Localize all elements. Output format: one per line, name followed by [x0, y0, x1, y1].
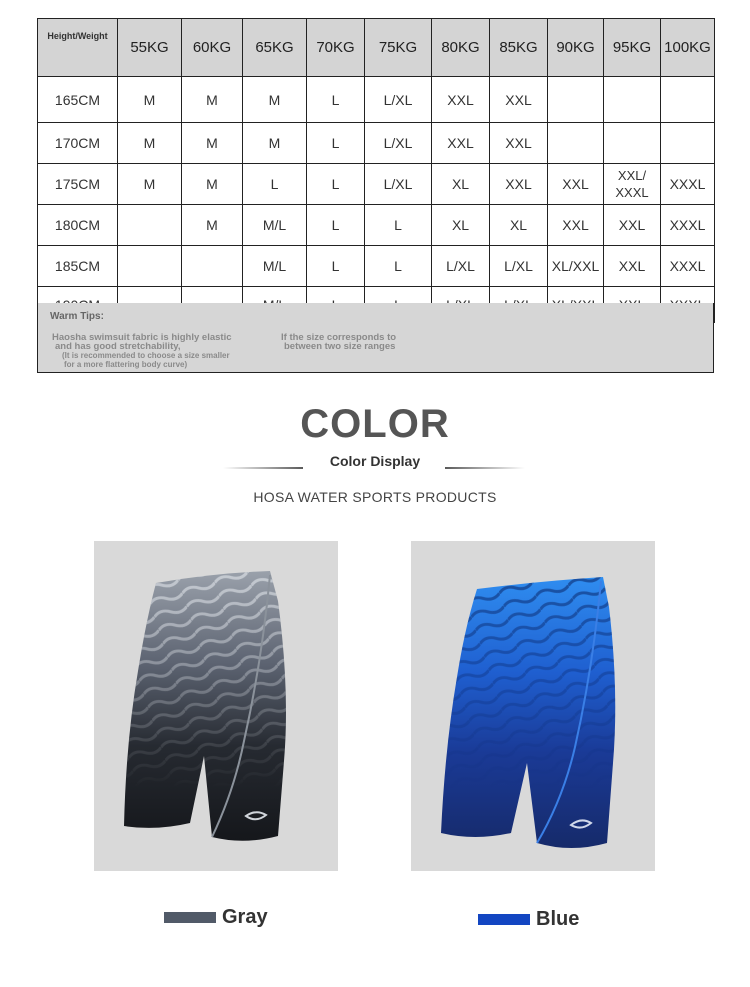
size-cell: L: [307, 77, 365, 123]
brand-tagline: HOSA WATER SPORTS PRODUCTS: [253, 489, 497, 505]
weight-header: 70KG: [307, 19, 365, 77]
size-cell: [661, 123, 715, 164]
size-cell: L/XL: [365, 123, 432, 164]
tip-line: for a more flattering body curve): [64, 360, 188, 369]
height-cell: 185CM: [38, 246, 118, 287]
height-cell: 165CM: [38, 77, 118, 123]
divider-right: [445, 467, 525, 469]
table-row: [38, 164, 715, 205]
size-cell: XXXL: [661, 246, 715, 287]
blue-product-image: [411, 541, 655, 871]
table-row: [38, 77, 715, 123]
tip-line: (It is recommended to choose a size smaller: [62, 351, 230, 360]
size-cell: L: [243, 164, 307, 205]
tip-line: between two size ranges: [284, 341, 396, 352]
size-cell: XL: [490, 205, 548, 246]
size-cell: M: [182, 205, 243, 246]
color-section-title: COLOR: [300, 402, 450, 446]
weight-header: 65KG: [243, 19, 307, 77]
size-cell: XL: [432, 164, 490, 205]
size-cell: [661, 77, 715, 123]
tip-line: If the size corresponds to: [281, 332, 397, 343]
blue-color-label: [478, 908, 579, 931]
size-cell: XXL: [548, 205, 604, 246]
table-row: [38, 205, 715, 246]
warm-tips-title: Warm Tips:: [50, 311, 104, 322]
size-cell: L: [307, 164, 365, 205]
size-cell: XL/XXL: [548, 246, 604, 287]
size-cell: [548, 77, 604, 123]
size-cell: M: [118, 164, 182, 205]
size-cell: [548, 123, 604, 164]
warm-tips-box: [37, 303, 714, 373]
size-cell: XXL: [490, 123, 548, 164]
gray-color-label: [164, 906, 268, 929]
size-cell: XXL: [432, 77, 490, 123]
size-cell: M/L: [243, 246, 307, 287]
size-cell: [604, 77, 661, 123]
size-cell: L: [307, 205, 365, 246]
size-cell: L: [365, 246, 432, 287]
size-cell: [118, 246, 182, 287]
size-cell: M: [243, 77, 307, 123]
size-cell: XXL: [604, 246, 661, 287]
weight-header: 95KG: [604, 19, 661, 77]
size-cell: M: [243, 123, 307, 164]
height-cell: 175CM: [38, 164, 118, 205]
size-cell: XXL: [548, 164, 604, 205]
size-cell: XXL: [604, 205, 661, 246]
weight-header-row: [38, 19, 715, 77]
size-cell: M: [118, 123, 182, 164]
size-cell: [118, 205, 182, 246]
corner-label: Height/Weight: [38, 19, 118, 77]
weight-header: 75KG: [365, 19, 432, 77]
height-cell: 180CM: [38, 205, 118, 246]
size-cell: XXL/ XXXL: [604, 164, 661, 205]
size-cell: [182, 246, 243, 287]
weight-header: 55KG: [118, 19, 182, 77]
height-cell: 170CM: [38, 123, 118, 164]
weight-header: 100KG: [661, 19, 715, 77]
size-cell: L/XL: [365, 164, 432, 205]
size-cell: L/XL: [490, 246, 548, 287]
gray-product-image: [94, 541, 338, 871]
size-cell: XXL: [490, 77, 548, 123]
tip-line: and has good stretchability,: [55, 341, 181, 352]
size-range-tip: [281, 333, 506, 351]
size-cell: L/XL: [432, 246, 490, 287]
table-row: [38, 246, 715, 287]
elastic-fabric-tip: [52, 333, 282, 369]
gray-swatch: [164, 912, 216, 923]
table-row: [38, 123, 715, 164]
size-cell: M: [182, 123, 243, 164]
size-cell: XXL: [432, 123, 490, 164]
gray-swim-jammer-illustration: [94, 541, 338, 871]
size-cell: XXL: [490, 164, 548, 205]
size-chart-table: [37, 18, 715, 323]
blue-swatch: [478, 914, 530, 925]
size-cell: XL: [432, 205, 490, 246]
color-display-subtitle: Color Display: [329, 453, 421, 469]
size-cell: L/XL: [365, 77, 432, 123]
size-cell: L: [307, 246, 365, 287]
weight-header: 90KG: [548, 19, 604, 77]
gray-label-text: Gray: [222, 906, 268, 928]
weight-header: 85KG: [490, 19, 548, 77]
size-cell: L: [307, 123, 365, 164]
size-cell: M/L: [243, 205, 307, 246]
size-cell: L: [365, 205, 432, 246]
blue-label-text: Blue: [536, 908, 580, 930]
size-cell: M: [182, 77, 243, 123]
size-cell: XXXL: [661, 205, 715, 246]
size-cell: M: [118, 77, 182, 123]
tip-line: Haosha swimsuit fabric is highly elastic: [52, 332, 232, 343]
size-cell: [604, 123, 661, 164]
weight-header: 80KG: [432, 19, 490, 77]
weight-header: 60KG: [182, 19, 243, 77]
blue-swim-jammer-illustration: [411, 541, 655, 871]
size-cell: M: [182, 164, 243, 205]
size-cell: XXXL: [661, 164, 715, 205]
